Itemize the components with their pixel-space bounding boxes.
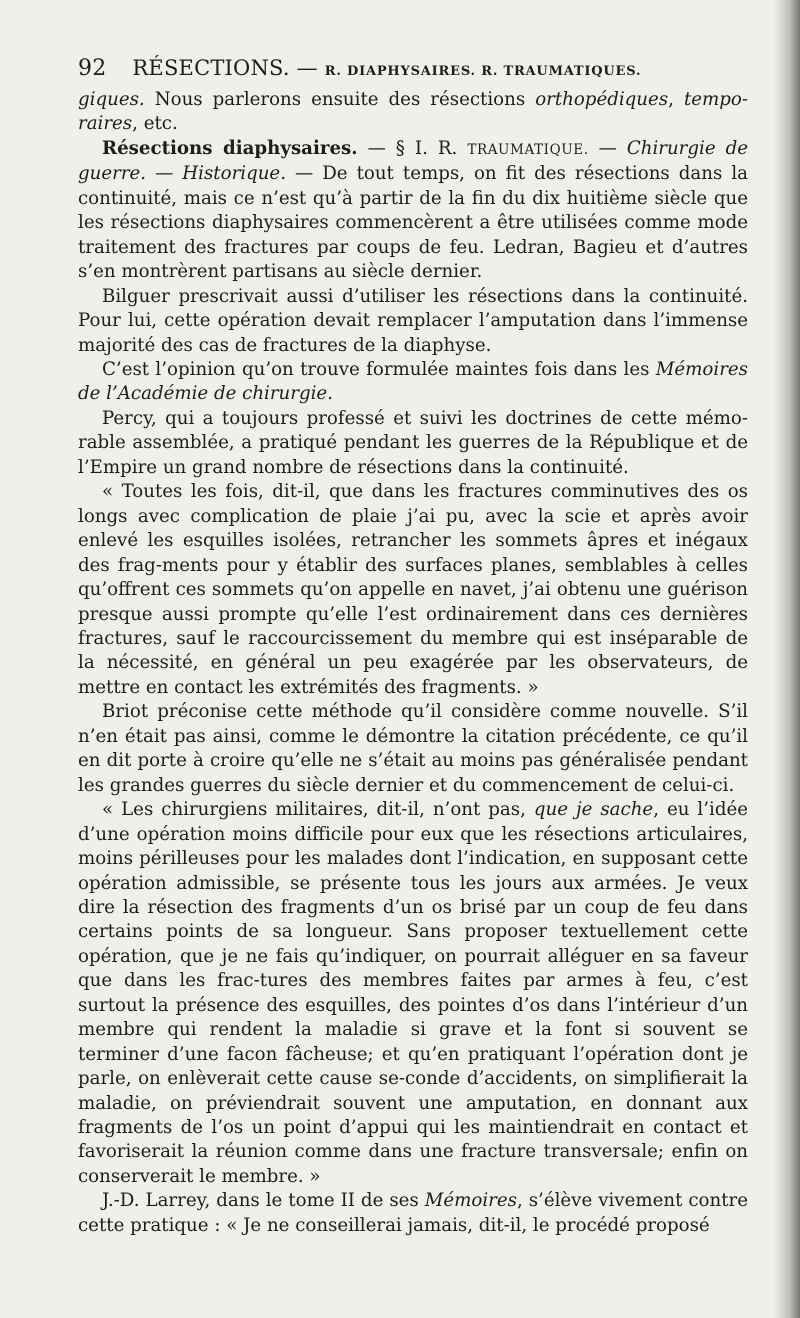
text-run: C’est l’opinion qu’on trouve formulée maintes fois dans les [102,358,656,380]
header-dash: — [296,56,318,80]
paragraph-4 [78,358,748,407]
paragraph-6: « Toutes les fois, dit-il, que dans les fractures comminutives des os longs avec complication de plaie j’ai pu, avec la scie et après avoir enlevé les esquilles isolées, retrancher les sommets âpres et inégaux des frag-ments pour y établir des surfaces planes, semblables à celles qu’offrent ces sommets qu’on appelle en navet, j’ai obtenu une guérison presque aussi prompte qu’elle l’est ordinairement dans ces dernières fractures, sauf le raccourcissement du membre qui est inséparable de la nécessité, en général un peu exagérée par les observateurs, de mettre en contact les extrémités des fragments. » [78,481,748,698]
paragraph-1 [78,88,748,137]
page-edge-shadow [774,0,800,1318]
section-heading: Résections diaphysaires. [102,137,358,159]
page-number: 92 [78,56,107,81]
text-run: — [588,137,627,159]
text-run: « Les chirurgiens militaires, dit-il, n’ont pas, [102,799,534,821]
paragraph-5: Percy, qui a toujours professé et suivi les doctrines de cette mémo-rable assemblée, a pratiqué pendant les guerres de la République et de l’Empire un grand nombre de résections dans la continuité. [78,407,748,478]
text-run: tempo-raires [78,89,748,135]
text-run: TRAUMATIQUE. [467,141,589,158]
paragraph-2 [78,137,748,285]
paragraph-9 [78,1189,748,1238]
text-run: Mémoires de l’Académie de chirurgie [78,358,748,405]
text-run: Chirurgie de guerre. [78,137,748,185]
text-run: orthopédiques [535,89,669,110]
book-page [78,48,748,1238]
text-run: — [146,163,183,185]
running-subtitle: R. DIAPHYSAIRES. R. TRAUMATIQUES. [324,64,642,79]
paragraph-8 [78,798,748,1189]
text-run: Nous parlerons ensuite des résections [144,89,536,110]
text-run: Mémoires [424,1190,517,1212]
text-run: , [668,89,684,110]
text-run: , s’élève vivement contre cette pratique : « Je ne conseillerai jamais, dit-il, le procédé proposé [78,1190,748,1236]
text-run: . [327,383,333,405]
text-run: giques. [78,89,145,110]
text-run: Historique. [182,163,286,185]
running-title: RÉSECTIONS. [132,56,290,80]
page-body [78,88,748,1238]
text-run: , eu l’idée d’une opération moins difficile pour eux que les résections articulaires, moins périlleuses pour les malades dont l’indication, en supposant cette opération admissible, se présente tous les jours aux armées. Je veux dire la résection des fragments d’un os brisé par un coup de feu dans certains points de sa longueur. Sans proposer textuellement cette opération, que je ne fais qu’indiquer, on pourrait alléguer en sa faveur que dans les frac-tures des membres faites par armes à feu, c’est surtout la présence des esquilles, des pointes d’os dans l’intérieur d’un membre qui rendent la maladie si grave et la font si souvent se terminer d’une facon fâcheuse; et qu’en pratiquant l’opération dont je parle, on enlèverait cette cause se-conde d’accidents, on simplifierait la maladie, on préviendrait souvent une amputation, en donnant aux fragments de l’os un point d’appui qui les maintiendrait en contact et favoriserait la réunion comme dans une fracture transversale; enfin on conserverait le membre. » [78,799,748,1187]
text-run: , etc. [132,113,178,135]
paragraph-3: Bilguer prescrivait aussi d’utiliser les résections dans la continuité. Pour lui, cette opération devait remplacer l’amputation dans l’immense majorité des cas de fractures de la diaphyse. [78,285,748,356]
paragraph-7: Briot préconise cette méthode qu’il considère comme nouvelle. S’il n’en était pas ainsi, comme le démontre la citation précédente, ce qu’il en dit porte à croire qu’elle ne s’était au moins pas généralisée pendant les grandes guerres du siècle dernier et du commencement de celui-ci. [78,701,748,796]
text-run: que je sache [533,799,654,821]
running-header [78,48,748,88]
text-run: — De tout temps, on fit des résections dans la continuité, mais ce n’est qu’à partir de la fin du dix huitième siècle que les résections diaphysaires commencèrent a être utilisées comme mode traitement des fractures par coups de feu. Ledran, Bagieu et d’autres s’en montrèrent partisans au siècle dernier. [78,163,748,283]
text-run: J.-D. Larrey, dans le tome II de ses [102,1190,425,1212]
text-run: — § I. R. [357,137,468,159]
